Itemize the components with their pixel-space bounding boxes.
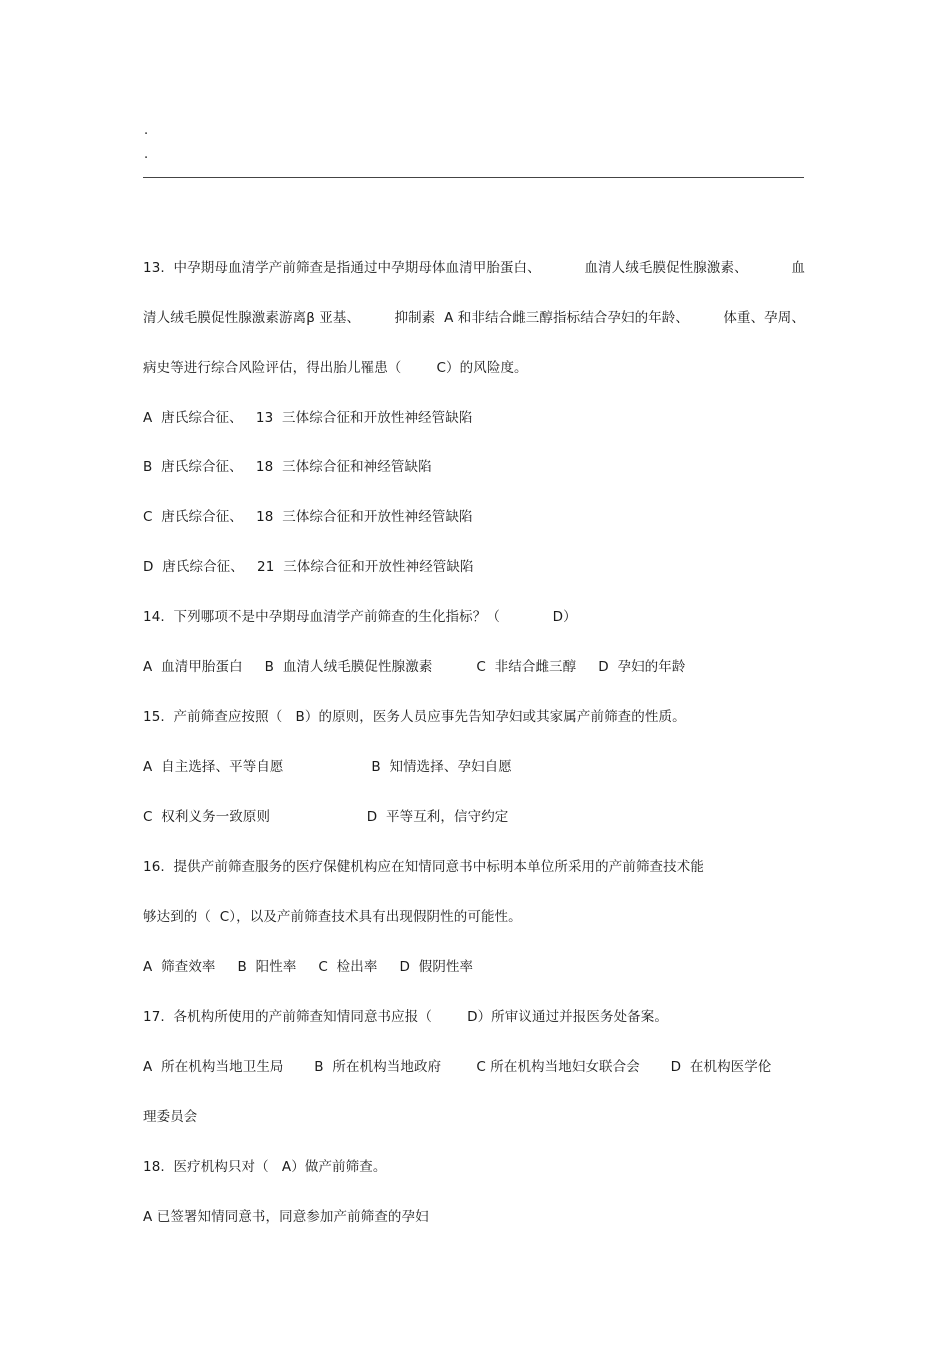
q16-options: A 筛查效率 B 阳性率 C 检出率 D 假阴性率 — [143, 959, 474, 975]
q13-line-2 — [143, 309, 805, 327]
header-dot-1: . — [144, 123, 149, 138]
q13-line-2-part-1: 清人绒毛膜促性腺激素游离β 亚基、 — [143, 310, 361, 326]
header-rule — [143, 177, 804, 178]
q13-line-3: 病史等进行综合风险评估，得出胎儿罹患（ C）的风险度。 — [143, 360, 528, 376]
q17-options-line-2: 理委员会 — [143, 1109, 198, 1125]
q13-line-1-part-3: 血 — [791, 260, 805, 276]
q13-line-1 — [143, 259, 805, 277]
q13-line-1-part-2: 血清人绒毛膜促性腺激素、 — [584, 260, 748, 276]
q15-options-cd: C 权利义务一致原则 D 平等互利，信守约定 — [143, 809, 509, 825]
q16-question-line-1: 16. 提供产前筛查服务的医疗保健机构应在知情同意书中标明本单位所采用的产前筛查技术能 — [143, 859, 704, 875]
q16-question-line-2: 够达到的（ C），以及产前筛查技术具有出现假阴性的可能性。 — [143, 909, 522, 925]
q15-question: 15. 产前筛查应按照（ B）的原则，医务人员应事先告知孕妇或其家属产前筛查的性质。 — [143, 709, 686, 725]
q13-line-2-part-3: 体重、孕周、 — [723, 310, 805, 326]
q18-option-a: A 已签署知情同意书，同意参加产前筛查的孕妇 — [143, 1209, 429, 1225]
q14-question: 14. 下列哪项不是中孕期母血清学产前筛查的生化指标？（ D） — [143, 609, 577, 625]
q17-options-line-1: A 所在机构当地卫生局 B 所在机构当地政府 C 所在机构当地妇女联合会 D 在机构医学伦 — [143, 1059, 772, 1075]
q18-question: 18. 医疗机构只对（ A）做产前筛查。 — [143, 1159, 387, 1175]
q13-line-1-part-1: 13. 中孕期母血清学产前筛查是指通过中孕期母体血清甲胎蛋白、 — [143, 260, 541, 276]
q17-question: 17. 各机构所使用的产前筛查知情同意书应报（ D）所审议通过并报医务处备案。 — [143, 1009, 668, 1025]
q13-option-a: A 唐氏综合征、 13 三体综合征和开放性神经管缺陷 — [143, 410, 473, 426]
q13-option-b: B 唐氏综合征、 18 三体综合征和神经管缺陷 — [143, 459, 432, 475]
q13-option-d: D 唐氏综合征、 21 三体综合征和开放性神经管缺陷 — [143, 559, 474, 575]
q14-options: A 血清甲胎蛋白 B 血清人绒毛膜促性腺激素 C 非结合雌三醇 D 孕妇的年龄 — [143, 659, 686, 675]
q15-options-ab: A 自主选择、平等自愿 B 知情选择、孕妇自愿 — [143, 759, 512, 775]
q13-line-2-part-2: 抑制素 A 和非结合雌三醇指标结合孕妇的年龄、 — [394, 310, 689, 326]
q13-option-c: C 唐氏综合征、 18 三体综合征和开放性神经管缺陷 — [143, 509, 473, 525]
header-dot-2: . — [144, 147, 149, 162]
